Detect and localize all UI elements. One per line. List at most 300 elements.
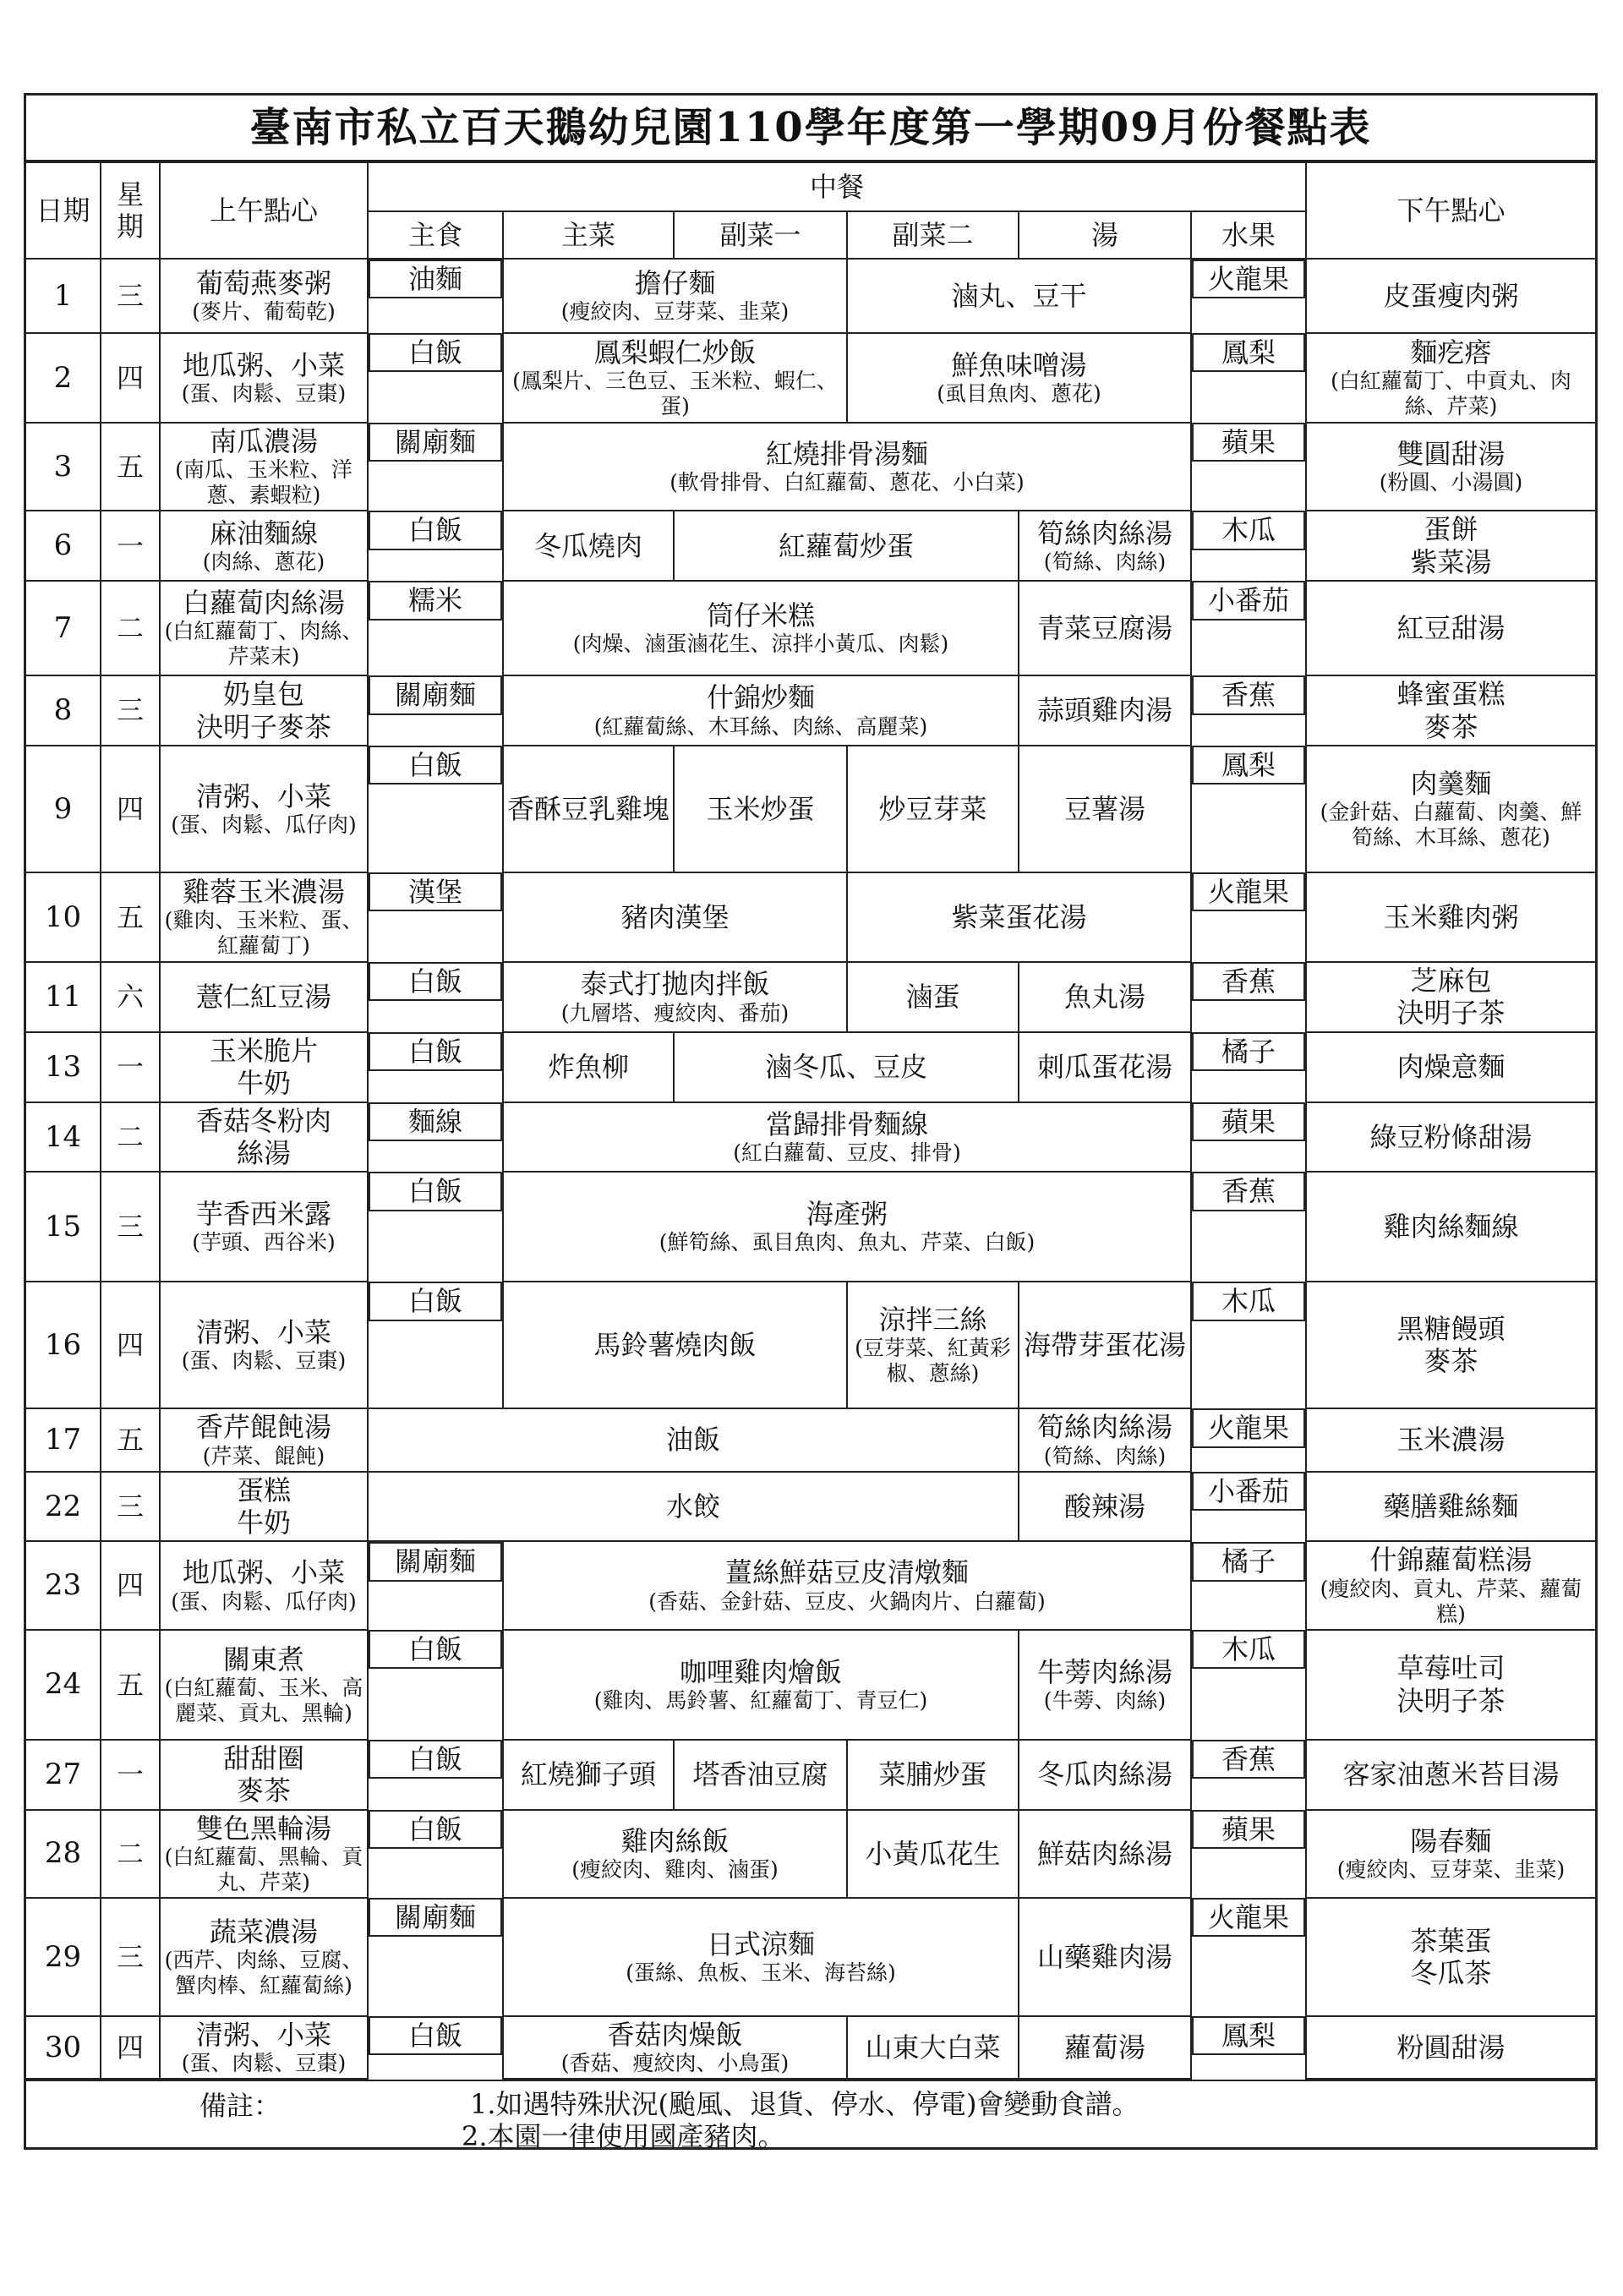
weekday-cell: 四 xyxy=(101,1282,160,1408)
header-staple: 主食 xyxy=(368,211,503,259)
pm-snack-cell xyxy=(1306,1898,1595,2016)
table-row xyxy=(26,423,1595,511)
am-snack-name: 清粥、小菜 xyxy=(195,779,331,812)
dish-name: 山藥雞肉湯 xyxy=(1036,1940,1172,1973)
am-snack-name: 南瓜濃湯 xyxy=(209,425,318,457)
table-row xyxy=(26,1172,1595,1282)
lunch-dish-cell xyxy=(503,1630,1019,1740)
fruit-cell: 木瓜 xyxy=(1192,1282,1305,1320)
weekday-cell: 五 xyxy=(101,1630,160,1740)
dish-name: 紅燒排骨湯麵 xyxy=(765,438,928,470)
dish-name: 滷丸、豆干 xyxy=(951,279,1087,312)
dish-name: 咖哩雞肉燴飯 xyxy=(679,1655,842,1688)
lunch-dish-cell xyxy=(847,2016,1019,2079)
header-weekday: 星期 xyxy=(101,162,160,259)
am-snack-name: 麥茶 xyxy=(236,1774,291,1807)
pm-snack-detail: (金針菇、白蘿蔔、肉羹、鮮筍絲、木耳絲、蔥花) xyxy=(1320,800,1582,850)
lunch-dish-cell xyxy=(847,1740,1019,1810)
fruit-cell: 香蕉 xyxy=(1192,1740,1305,1779)
am-snack-cell xyxy=(160,1032,368,1102)
lunch-dish-cell xyxy=(674,1032,1019,1102)
lunch-dish-cell xyxy=(1019,581,1191,675)
dish-detail: (蛋絲、魚板、玉米、海苔絲) xyxy=(626,1960,896,1986)
dish-name: 炒豆芽菜 xyxy=(878,792,987,825)
am-snack-name: 決明子麥茶 xyxy=(195,710,331,743)
dish-detail: (肉燥、滷蛋滷花生、涼拌小黃瓜、肉鬆) xyxy=(572,631,949,657)
fruit-cell: 橘子 xyxy=(1192,1542,1305,1581)
dish-name: 刺瓜蛋花湯 xyxy=(1036,1050,1172,1083)
weekday-cell: 四 xyxy=(101,2016,160,2079)
weekday-cell: 二 xyxy=(101,581,160,675)
am-snack-name: 蔬菜濃湯 xyxy=(209,1915,318,1948)
am-snack-name: 麻油麵線 xyxy=(209,517,318,549)
weekday-cell: 一 xyxy=(101,1032,160,1102)
fruit-cell: 火龍果 xyxy=(1192,1898,1305,1937)
dish-name: 筒仔米糕 xyxy=(706,599,815,631)
fruit-cell: 小番茄 xyxy=(1192,581,1305,620)
staple-cell: 白飯 xyxy=(369,746,502,784)
notes-section xyxy=(26,2080,1595,2153)
staple-cell: 白飯 xyxy=(369,1810,502,1849)
header-lunch: 中餐 xyxy=(368,162,1306,211)
staple-cell: 糯米 xyxy=(369,581,502,620)
dish-detail: (香菇、金針菇、豆皮、火鍋肉片、白蘿蔔) xyxy=(648,1588,1046,1614)
fruit-cell: 鳳梨 xyxy=(1192,2016,1305,2055)
dish-name: 炸魚柳 xyxy=(547,1050,629,1083)
am-snack-cell xyxy=(160,675,368,746)
am-snack-name: 絲湯 xyxy=(236,1136,291,1169)
pm-snack-cell xyxy=(1306,1472,1595,1542)
staple-cell: 白飯 xyxy=(369,962,502,1001)
table-row xyxy=(26,1740,1595,1810)
date-cell: 3 xyxy=(26,423,101,511)
pm-snack-name: 茶葉蛋 xyxy=(1410,1924,1492,1957)
lunch-dish-cell xyxy=(503,511,674,581)
header-date: 日期 xyxy=(26,162,101,259)
date-cell: 6 xyxy=(26,511,101,581)
dish-name: 海產粥 xyxy=(806,1198,888,1231)
pm-snack-cell xyxy=(1306,2016,1595,2079)
lunch-dish-cell xyxy=(503,1032,674,1102)
weekday-cell: 三 xyxy=(101,1172,160,1282)
lunch-dish-cell xyxy=(1019,1282,1191,1408)
lunch-dish-cell xyxy=(1019,962,1191,1032)
am-snack-cell xyxy=(160,1810,368,1898)
pm-snack-name: 藥膳雞絲麵 xyxy=(1383,1490,1519,1522)
am-snack-cell xyxy=(160,581,368,675)
fruit-cell: 蘋果 xyxy=(1192,1810,1305,1849)
dish-detail: (紅蘿蔔絲、木耳絲、肉絲、高麗菜) xyxy=(593,713,928,739)
dish-name: 馬鈴薯燒肉飯 xyxy=(593,1329,757,1362)
dish-detail: (瘦絞肉、豆芽菜、韭菜) xyxy=(560,299,790,325)
lunch-dish-cell xyxy=(674,746,847,872)
am-snack-cell xyxy=(160,1408,368,1471)
staple-cell: 關廟麵 xyxy=(369,423,502,462)
dish-name: 紅燒獅子頭 xyxy=(520,1758,656,1791)
lunch-dish-cell xyxy=(503,1172,1191,1282)
dish-name: 紅蘿蔔炒蛋 xyxy=(778,529,914,562)
pm-snack-detail: (白紅蘿蔔丁、中貢丸、肉絲、芹菜) xyxy=(1331,369,1571,419)
lunch-dish-cell xyxy=(503,581,1019,675)
fruit-cell: 木瓜 xyxy=(1192,1630,1305,1669)
am-snack-detail: (麥片、葡萄乾) xyxy=(192,299,336,325)
lunch-dish-cell xyxy=(674,1740,847,1810)
am-snack-name: 雞蓉玉米濃湯 xyxy=(182,875,345,908)
am-snack-name: 雙色黑輪湯 xyxy=(195,1812,331,1845)
am-snack-detail: (蛋、肉鬆、豆棗) xyxy=(181,1348,347,1374)
am-snack-name: 地瓜粥、小菜 xyxy=(182,348,345,381)
lunch-dish-cell xyxy=(1019,511,1191,581)
lunch-dish-cell xyxy=(1019,1810,1191,1898)
am-snack-name: 葡萄燕麥粥 xyxy=(195,266,331,299)
am-snack-cell xyxy=(160,1282,368,1408)
table-row xyxy=(26,1810,1595,1898)
dish-name: 筍絲肉絲湯 xyxy=(1036,517,1172,549)
weekday-cell: 三 xyxy=(101,259,160,333)
dish-name: 鳳梨蝦仁炒飯 xyxy=(593,336,757,369)
menu-sheet xyxy=(24,93,1598,2153)
notes-label: 備註： xyxy=(199,2090,281,2123)
lunch-dish-cell xyxy=(1019,1032,1191,1102)
dish-detail: (虱目魚肉、蔥花) xyxy=(937,381,1101,407)
pm-snack-cell xyxy=(1306,1102,1595,1173)
staple-cell: 麵線 xyxy=(369,1102,502,1141)
am-snack-detail: (雞肉、玉米粒、蛋、紅蘿蔔丁) xyxy=(164,908,363,959)
pm-snack-cell xyxy=(1306,1172,1595,1282)
date-cell: 10 xyxy=(26,872,101,962)
pm-snack-cell xyxy=(1306,1408,1595,1471)
lunch-dish-cell xyxy=(847,1282,1019,1408)
dish-name: 薑絲鮮菇豆皮清燉麵 xyxy=(724,1556,969,1589)
am-snack-detail: (蛋、肉鬆、瓜仔肉) xyxy=(171,1588,357,1614)
lunch-dish-cell xyxy=(503,423,1191,511)
menu-body xyxy=(26,259,1595,2079)
fruit-cell: 火龍果 xyxy=(1192,260,1305,298)
dish-detail: (筍絲、肉絲) xyxy=(1043,1443,1167,1468)
staple-cell: 漢堡 xyxy=(369,872,502,911)
am-snack-cell xyxy=(160,423,368,511)
note-line-2: 2.本園一律使用國產豬肉。 xyxy=(462,2120,785,2153)
staple-cell: 白飯 xyxy=(369,1740,502,1779)
table-row xyxy=(26,333,1595,423)
am-snack-detail: (南瓜、玉米粒、洋蔥、素蝦粒) xyxy=(175,457,352,508)
fruit-cell: 香蕉 xyxy=(1192,962,1305,1001)
am-snack-name: 牛奶 xyxy=(236,1506,291,1539)
am-snack-cell xyxy=(160,333,368,423)
fruit-cell: 木瓜 xyxy=(1192,511,1305,549)
am-snack-name: 甜甜圈 xyxy=(222,1741,304,1774)
staple-cell: 關廟麵 xyxy=(369,675,502,714)
table-row xyxy=(26,1630,1595,1740)
table-row xyxy=(26,1032,1595,1102)
weekday-cell: 三 xyxy=(101,1472,160,1542)
dish-name: 筍絲肉絲湯 xyxy=(1036,1411,1172,1444)
dish-name: 什錦炒麵 xyxy=(706,681,815,714)
header-pm-snack: 下午點心 xyxy=(1306,162,1595,259)
dish-name: 鮮魚味噌湯 xyxy=(951,348,1087,381)
pm-snack-name: 什錦蘿蔔糕湯 xyxy=(1369,1544,1533,1577)
am-snack-name: 牛奶 xyxy=(236,1067,291,1100)
weekday-cell: 四 xyxy=(101,333,160,423)
weekday-cell: 四 xyxy=(101,1541,160,1629)
date-cell: 2 xyxy=(26,333,101,423)
dish-name: 小黃瓜花生 xyxy=(865,1837,1001,1870)
staple-cell: 白飯 xyxy=(369,2016,502,2055)
pm-snack-cell xyxy=(1306,1541,1595,1629)
am-snack-detail: (蛋、肉鬆、瓜仔肉) xyxy=(171,812,357,838)
lunch-dish-cell xyxy=(1019,1898,1191,2016)
weekday-cell: 一 xyxy=(101,511,160,581)
dish-name: 豬肉漢堡 xyxy=(620,900,730,933)
am-snack-name: 清粥、小菜 xyxy=(195,1316,331,1349)
am-snack-name: 玉米脆片 xyxy=(209,1034,318,1067)
lunch-dish-cell xyxy=(503,1740,674,1810)
table-row xyxy=(26,675,1595,746)
dish-name: 海帶芽蛋花湯 xyxy=(1023,1329,1186,1362)
table-row xyxy=(26,1102,1595,1173)
pm-snack-name: 蜂蜜蛋糕 xyxy=(1396,678,1506,711)
dish-name: 雞肉絲飯 xyxy=(620,1824,730,1857)
dish-name: 玉米炒蛋 xyxy=(706,792,815,825)
pm-snack-name: 雙圓甜湯 xyxy=(1396,438,1506,470)
dish-name: 青菜豆腐湯 xyxy=(1036,611,1172,644)
pm-snack-name: 麥茶 xyxy=(1424,1345,1478,1378)
date-cell: 22 xyxy=(26,1472,101,1542)
lunch-dish-cell xyxy=(1019,675,1191,746)
dish-name: 塔香油豆腐 xyxy=(692,1758,828,1791)
date-cell: 29 xyxy=(26,1898,101,2016)
table-row xyxy=(26,1541,1595,1629)
dish-name: 當歸排骨麵線 xyxy=(765,1107,928,1140)
pm-snack-cell xyxy=(1306,423,1595,511)
header-soup: 湯 xyxy=(1019,211,1191,259)
pm-snack-name: 肉羹麵 xyxy=(1410,767,1492,800)
lunch-dish-cell xyxy=(847,1810,1019,1898)
lunch-dish-cell xyxy=(503,333,847,423)
staple-cell: 白飯 xyxy=(369,333,502,372)
am-snack-detail: (白紅蘿蔔、黑輪、貢丸、芹菜) xyxy=(164,1845,363,1895)
lunch-dish-cell xyxy=(503,2016,847,2079)
table-row xyxy=(26,2016,1595,2079)
date-cell: 17 xyxy=(26,1408,101,1471)
weekday-cell: 二 xyxy=(101,1810,160,1898)
fruit-cell: 鳳梨 xyxy=(1192,333,1305,372)
header-fruit: 水果 xyxy=(1191,211,1306,259)
am-snack-detail: (蛋、肉鬆、豆棗) xyxy=(181,381,347,407)
dish-detail: (軟骨排骨、白紅蘿蔔、蔥花、小白菜) xyxy=(669,470,1025,495)
dish-detail: (紅白蘿蔔、豆皮、排骨) xyxy=(733,1140,961,1166)
lunch-dish-cell xyxy=(847,872,1191,962)
dish-detail: (筍絲、肉絲) xyxy=(1043,549,1167,574)
lunch-dish-cell xyxy=(503,1282,847,1408)
am-snack-name: 香菇冬粉肉 xyxy=(195,1104,331,1137)
dish-name: 冬瓜燒肉 xyxy=(533,529,642,562)
pm-snack-cell xyxy=(1306,511,1595,581)
dish-detail: (牛蒡、肉絲) xyxy=(1043,1688,1167,1714)
am-snack-detail: (芋頭、西谷米) xyxy=(192,1230,336,1255)
dish-name: 冬瓜肉絲湯 xyxy=(1036,1758,1172,1791)
lunch-dish-cell xyxy=(503,675,1019,746)
lunch-dish-cell xyxy=(503,259,847,333)
am-snack-cell xyxy=(160,1172,368,1282)
note-line-1: 1.如遇特殊狀況(颱風、退貨、停水、停電)會變動食譜。 xyxy=(470,2088,1139,2121)
dish-name: 水餃 xyxy=(665,1490,720,1522)
table-row xyxy=(26,259,1595,333)
fruit-cell: 小番茄 xyxy=(1192,1472,1305,1511)
fruit-cell: 火龍果 xyxy=(1192,1408,1305,1447)
lunch-dish-cell xyxy=(847,962,1019,1032)
dish-name: 泰式打拋肉拌飯 xyxy=(580,968,770,1001)
lunch-dish-cell xyxy=(368,1408,1019,1471)
pm-snack-name: 粉圓甜湯 xyxy=(1396,2031,1506,2064)
weekday-cell: 一 xyxy=(101,1740,160,1810)
staple-cell: 白飯 xyxy=(369,1172,502,1211)
dish-name: 紫菜蛋花湯 xyxy=(951,900,1087,933)
date-cell: 28 xyxy=(26,1810,101,1898)
table-row xyxy=(26,511,1595,581)
dish-name: 魚丸湯 xyxy=(1063,981,1145,1014)
am-snack-cell xyxy=(160,1472,368,1542)
dish-name: 蒜頭雞肉湯 xyxy=(1036,694,1172,727)
am-snack-name: 奶皇包 xyxy=(222,678,304,711)
pm-snack-detail: (瘦絞肉、豆芽菜、韭菜) xyxy=(1336,1857,1566,1883)
lunch-dish-cell xyxy=(1019,1472,1191,1542)
lunch-dish-cell xyxy=(503,962,847,1032)
pm-snack-name: 玉米雞肉粥 xyxy=(1383,900,1519,933)
dish-name: 豆薯湯 xyxy=(1063,792,1145,825)
pm-snack-name: 皮蛋瘦肉粥 xyxy=(1383,279,1519,312)
table-row xyxy=(26,1472,1595,1542)
date-cell: 24 xyxy=(26,1630,101,1740)
dish-detail: (瘦絞肉、雞肉、滷蛋) xyxy=(571,1857,779,1883)
am-snack-name: 薏仁紅豆湯 xyxy=(195,981,331,1014)
am-snack-cell xyxy=(160,2016,368,2079)
staple-cell: 白飯 xyxy=(369,511,502,549)
pm-snack-detail: (粉圓、小湯圓) xyxy=(1379,470,1523,495)
dish-name: 滷冬瓜、豆皮 xyxy=(764,1050,927,1083)
lunch-dish-cell xyxy=(1019,1630,1191,1740)
date-cell: 7 xyxy=(26,581,101,675)
date-cell: 1 xyxy=(26,259,101,333)
pm-snack-cell xyxy=(1306,675,1595,746)
pm-snack-detail: (瘦絞肉、貢丸、芹菜、蘿蔔糕) xyxy=(1320,1576,1582,1626)
dish-name: 鮮菇肉絲湯 xyxy=(1036,1837,1172,1870)
dish-detail: (豆芽菜、紅黃彩椒、蔥絲) xyxy=(855,1336,1011,1386)
table-row xyxy=(26,962,1595,1032)
lunch-dish-cell xyxy=(847,746,1019,872)
dish-name: 香菇肉燥飯 xyxy=(607,2019,743,2052)
pm-snack-name: 蛋餅 xyxy=(1424,513,1478,546)
am-snack-name: 白蘿蔔肉絲湯 xyxy=(182,586,345,619)
pm-snack-name: 麵疙瘩 xyxy=(1410,336,1492,369)
dish-detail: (鮮筍絲、虱目魚肉、魚丸、芹菜、白飯) xyxy=(658,1230,1036,1255)
dish-name: 滷蛋 xyxy=(905,981,960,1014)
staple-cell: 油麵 xyxy=(369,260,502,298)
weekday-cell: 四 xyxy=(101,746,160,872)
am-snack-detail: (肉絲、蔥花) xyxy=(202,549,325,574)
pm-snack-name: 紅豆甜湯 xyxy=(1396,611,1506,644)
date-cell: 9 xyxy=(26,746,101,872)
weekday-cell: 五 xyxy=(101,423,160,511)
table-row xyxy=(26,581,1595,675)
pm-snack-cell xyxy=(1306,962,1595,1032)
am-snack-detail: (白紅蘿蔔、玉米、高麗菜、貢丸、黑輪) xyxy=(164,1676,363,1726)
date-cell: 27 xyxy=(26,1740,101,1810)
staple-cell: 關廟麵 xyxy=(369,1542,502,1581)
pm-snack-name: 玉米濃湯 xyxy=(1396,1424,1506,1457)
am-snack-name: 地瓜粥、小菜 xyxy=(182,1556,345,1589)
am-snack-cell xyxy=(160,746,368,872)
staple-cell: 白飯 xyxy=(369,1282,502,1320)
fruit-cell: 香蕉 xyxy=(1192,675,1305,714)
weekday-cell: 五 xyxy=(101,1408,160,1471)
fruit-cell: 鳳梨 xyxy=(1192,746,1305,784)
staple-cell: 白飯 xyxy=(369,1630,502,1669)
lunch-dish-cell xyxy=(847,333,1191,423)
table-row xyxy=(26,1898,1595,2016)
pm-snack-cell xyxy=(1306,746,1595,872)
am-snack-name: 清粥、小菜 xyxy=(195,2019,331,2052)
am-snack-detail: (白紅蘿蔔丁、肉絲、芹菜末) xyxy=(164,619,363,670)
header-side1: 副菜一 xyxy=(674,211,847,259)
table-row xyxy=(26,1408,1595,1471)
pm-snack-name: 紫菜湯 xyxy=(1410,545,1492,578)
dish-name: 油飯 xyxy=(665,1424,720,1457)
date-cell: 8 xyxy=(26,675,101,746)
fruit-cell: 香蕉 xyxy=(1192,1172,1305,1211)
pm-snack-name: 麥茶 xyxy=(1424,710,1478,743)
pm-snack-cell xyxy=(1306,1630,1595,1740)
dish-name: 香酥豆乳雞塊 xyxy=(507,792,670,825)
am-snack-cell xyxy=(160,259,368,333)
fruit-cell: 橘子 xyxy=(1192,1032,1305,1071)
page-title: 臺南市私立百天鵝幼兒園110學年度第一學期09月份餐點表 xyxy=(26,96,1595,161)
lunch-dish-cell xyxy=(847,259,1191,333)
dish-name: 涼拌三絲 xyxy=(878,1304,987,1337)
am-snack-name: 蛋糕 xyxy=(236,1473,291,1506)
am-snack-cell xyxy=(160,1740,368,1810)
lunch-dish-cell xyxy=(503,1898,1019,2016)
date-cell: 15 xyxy=(26,1172,101,1282)
table-row xyxy=(26,1282,1595,1408)
pm-snack-cell xyxy=(1306,872,1595,962)
am-snack-cell xyxy=(160,1102,368,1173)
dish-name: 日式涼麵 xyxy=(706,1927,815,1960)
am-snack-cell xyxy=(160,1630,368,1740)
am-snack-cell xyxy=(160,872,368,962)
am-snack-name: 芋香西米露 xyxy=(195,1198,331,1231)
am-snack-name: 關東煮 xyxy=(222,1643,304,1676)
lunch-dish-cell xyxy=(1019,1740,1191,1810)
weekday-cell: 二 xyxy=(101,1102,160,1173)
date-cell: 16 xyxy=(26,1282,101,1408)
am-snack-cell xyxy=(160,1898,368,2016)
dish-name: 酸辣湯 xyxy=(1063,1490,1145,1522)
lunch-dish-cell xyxy=(503,1541,1191,1629)
dish-name: 菜脯炒蛋 xyxy=(878,1758,987,1791)
pm-snack-cell xyxy=(1306,1740,1595,1810)
am-snack-detail: (西芹、肉絲、豆腐、蟹肉棒、紅蘿蔔絲) xyxy=(164,1948,363,1998)
pm-snack-name: 黑糖饅頭 xyxy=(1396,1312,1506,1345)
dish-detail: (香菇、瘦絞肉、小鳥蛋) xyxy=(560,2051,790,2076)
fruit-cell: 蘋果 xyxy=(1192,423,1305,462)
pm-snack-name: 草莓吐司 xyxy=(1396,1652,1506,1685)
table-row xyxy=(26,872,1595,962)
header-main: 主菜 xyxy=(503,211,674,259)
am-snack-detail: (蛋、肉鬆、豆棗) xyxy=(181,2051,347,2076)
pm-snack-cell xyxy=(1306,259,1595,333)
am-snack-detail: (芹菜、餛飩) xyxy=(202,1443,325,1468)
